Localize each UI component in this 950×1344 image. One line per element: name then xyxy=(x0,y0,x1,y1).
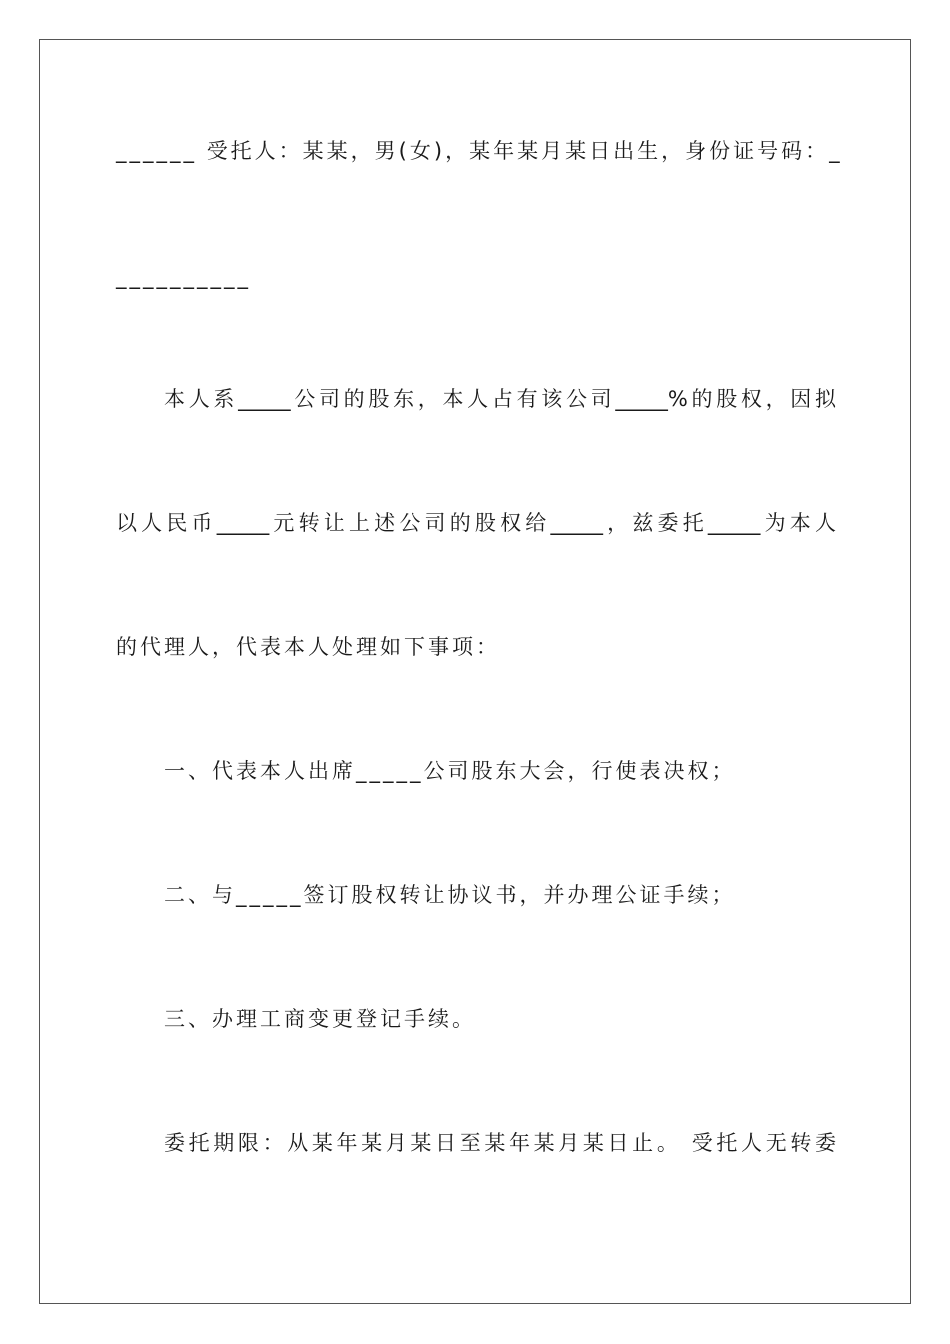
page-border xyxy=(39,39,911,1304)
equity-paragraph-line-1: 本人系_____公司的股东，本人占有该公司_____%的股权，因拟 xyxy=(164,387,836,411)
id-number-blank: __________ xyxy=(116,265,251,289)
id-blank-prefix: ______ xyxy=(116,139,197,163)
term-line: 委托期限：从某年某月某日至某年某月某日止。 受托人无转委 xyxy=(164,1131,836,1155)
equity-paragraph-line-2: 以人民币_____元转让上述公司的股权给_____，兹委托_____为本人 xyxy=(116,511,836,535)
trustee-line xyxy=(116,137,843,165)
list-item-3: 三、办理工商变更登记手续。 xyxy=(164,1007,476,1031)
list-item-2: 二、与_____签订股权转让协议书，并办理公证手续； xyxy=(164,883,736,907)
id-number-blank-line xyxy=(116,263,836,291)
trustee-info-text: 受托人：某某，男(女)，某年某月某日出生，身份证号码：_ xyxy=(206,139,843,163)
equity-paragraph-line-3: 的代理人，代表本人处理如下事项： xyxy=(116,635,500,659)
list-item-1: 一、代表本人出席_____公司股东大会，行使表决权； xyxy=(164,759,736,783)
